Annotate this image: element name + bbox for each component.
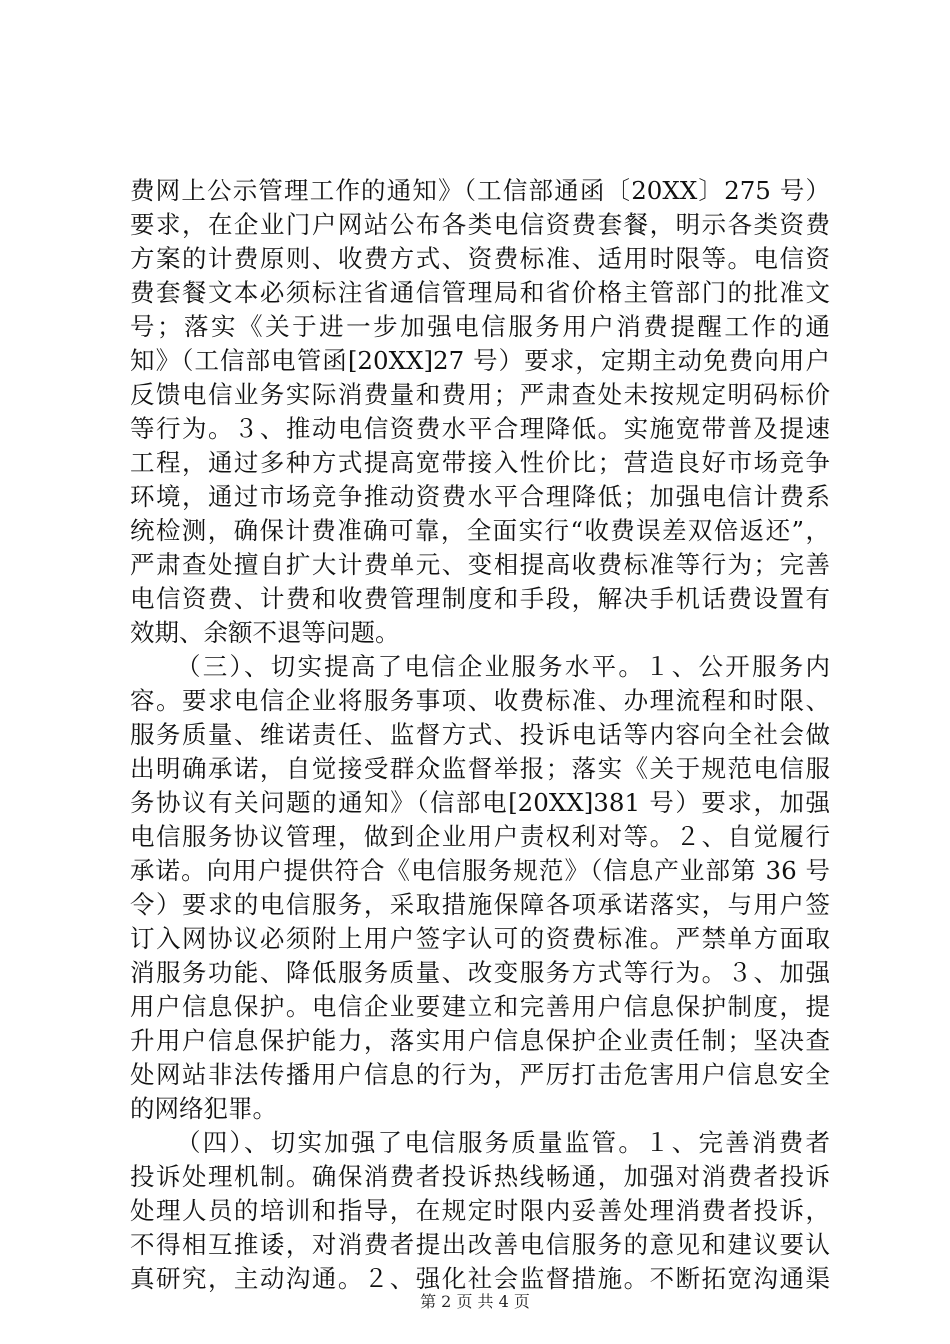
text-line: 电信资费、计费和收费管理制度和手段，解决手机话费设置有 xyxy=(130,584,830,613)
section-heading-line: （三）、切实提高了电信企业服务水平。１、公开服务内 xyxy=(176,652,830,681)
text-line: 消服务功能、降低服务质量、改变服务方式等行为。３、加强 xyxy=(130,958,830,987)
text-line: 电信服务协议管理，做到企业用户责权利对等。２、自觉履行 xyxy=(130,822,830,851)
text-line: 效期、余额不退等问题。 xyxy=(130,618,400,647)
text-line: 的网络犯罪。 xyxy=(130,1094,277,1123)
text-line: 处理人员的培训和指导，在规定时限内妥善处理消费者投诉， xyxy=(130,1196,830,1225)
text-line: 用户信息保护。电信企业要建立和完善用户信息保护制度，提 xyxy=(130,992,830,1021)
text-line: 知》（工信部电管函[20XX]27 号）要求，定期主动免费向用户 xyxy=(130,346,830,375)
text-line: 严肃查处擅自扩大计费单元、变相提高收费标准等行为；完善 xyxy=(130,550,830,579)
text-line: 承诺。向用户提供符合《电信服务规范》（信息产业部第 36 号 xyxy=(130,856,830,885)
text-line: 环境，通过市场竞争推动资费水平合理降低；加强电信计费系 xyxy=(130,482,830,511)
text-line: 费网上公示管理工作的通知》（工信部通函〔20XX〕275 号） xyxy=(130,176,830,205)
text-line: 令）要求的电信服务，采取措施保障各项承诺落实，与用户签 xyxy=(130,890,830,919)
text-line: 号；落实《关于进一步加强电信服务用户消费提醒工作的通 xyxy=(130,312,830,341)
text-line: 不得相互推诿，对消费者提出改善电信服务的意见和建议要认 xyxy=(130,1230,830,1259)
text-line: 反馈电信业务实际消费量和费用；严肃查处未按规定明码标价 xyxy=(130,380,830,409)
section-heading-line: （四）、切实加强了电信服务质量监管。１、完善消费者 xyxy=(176,1128,830,1157)
text-line: 统检测，确保计费准确可靠，全面实行“收费误差双倍返还”， xyxy=(130,516,830,545)
text-line: 要求，在企业门户网站公布各类电信资费套餐，明示各类资费 xyxy=(130,210,830,239)
text-line: 容。要求电信企业将服务事项、收费标准、办理流程和时限、 xyxy=(130,686,830,715)
text-line: 处网站非法传播用户信息的行为，严厉打击危害用户信息安全 xyxy=(130,1060,830,1089)
text-line: 工程，通过多种方式提高宽带接入性价比；营造良好市场竞争 xyxy=(130,448,830,477)
text-line: 费套餐文本必须标注省通信管理局和省价格主管部门的批准文 xyxy=(130,278,830,307)
text-line: 出明确承诺，自觉接受群众监督举报；落实《关于规范电信服 xyxy=(130,754,830,783)
text-line: 等行为。３、推动电信资费水平合理降低。实施宽带普及提速 xyxy=(130,414,830,443)
page-number-footer: 第 2 页 共 4 页 xyxy=(420,1292,530,1311)
text-line: 升用户信息保护能力，落实用户信息保护企业责任制；坚决查 xyxy=(130,1026,830,1055)
text-line: 方案的计费原则、收费方式、资费标准、适用时限等。电信资 xyxy=(130,244,830,273)
text-line: 务协议有关问题的通知》（信部电[20XX]381 号）要求，加强 xyxy=(130,788,830,817)
text-line: 投诉处理机制。确保消费者投诉热线畅通，加强对消费者投诉 xyxy=(130,1162,830,1191)
text-line: 真研究，主动沟通。２、强化社会监督措施。不断拓宽沟通渠 xyxy=(130,1264,830,1293)
text-line: 服务质量、维诺责任、监督方式、投诉电话等内容向全社会做 xyxy=(130,720,830,749)
text-line: 订入网协议必须附上用户签字认可的资费标准。严禁单方面取 xyxy=(130,924,830,953)
